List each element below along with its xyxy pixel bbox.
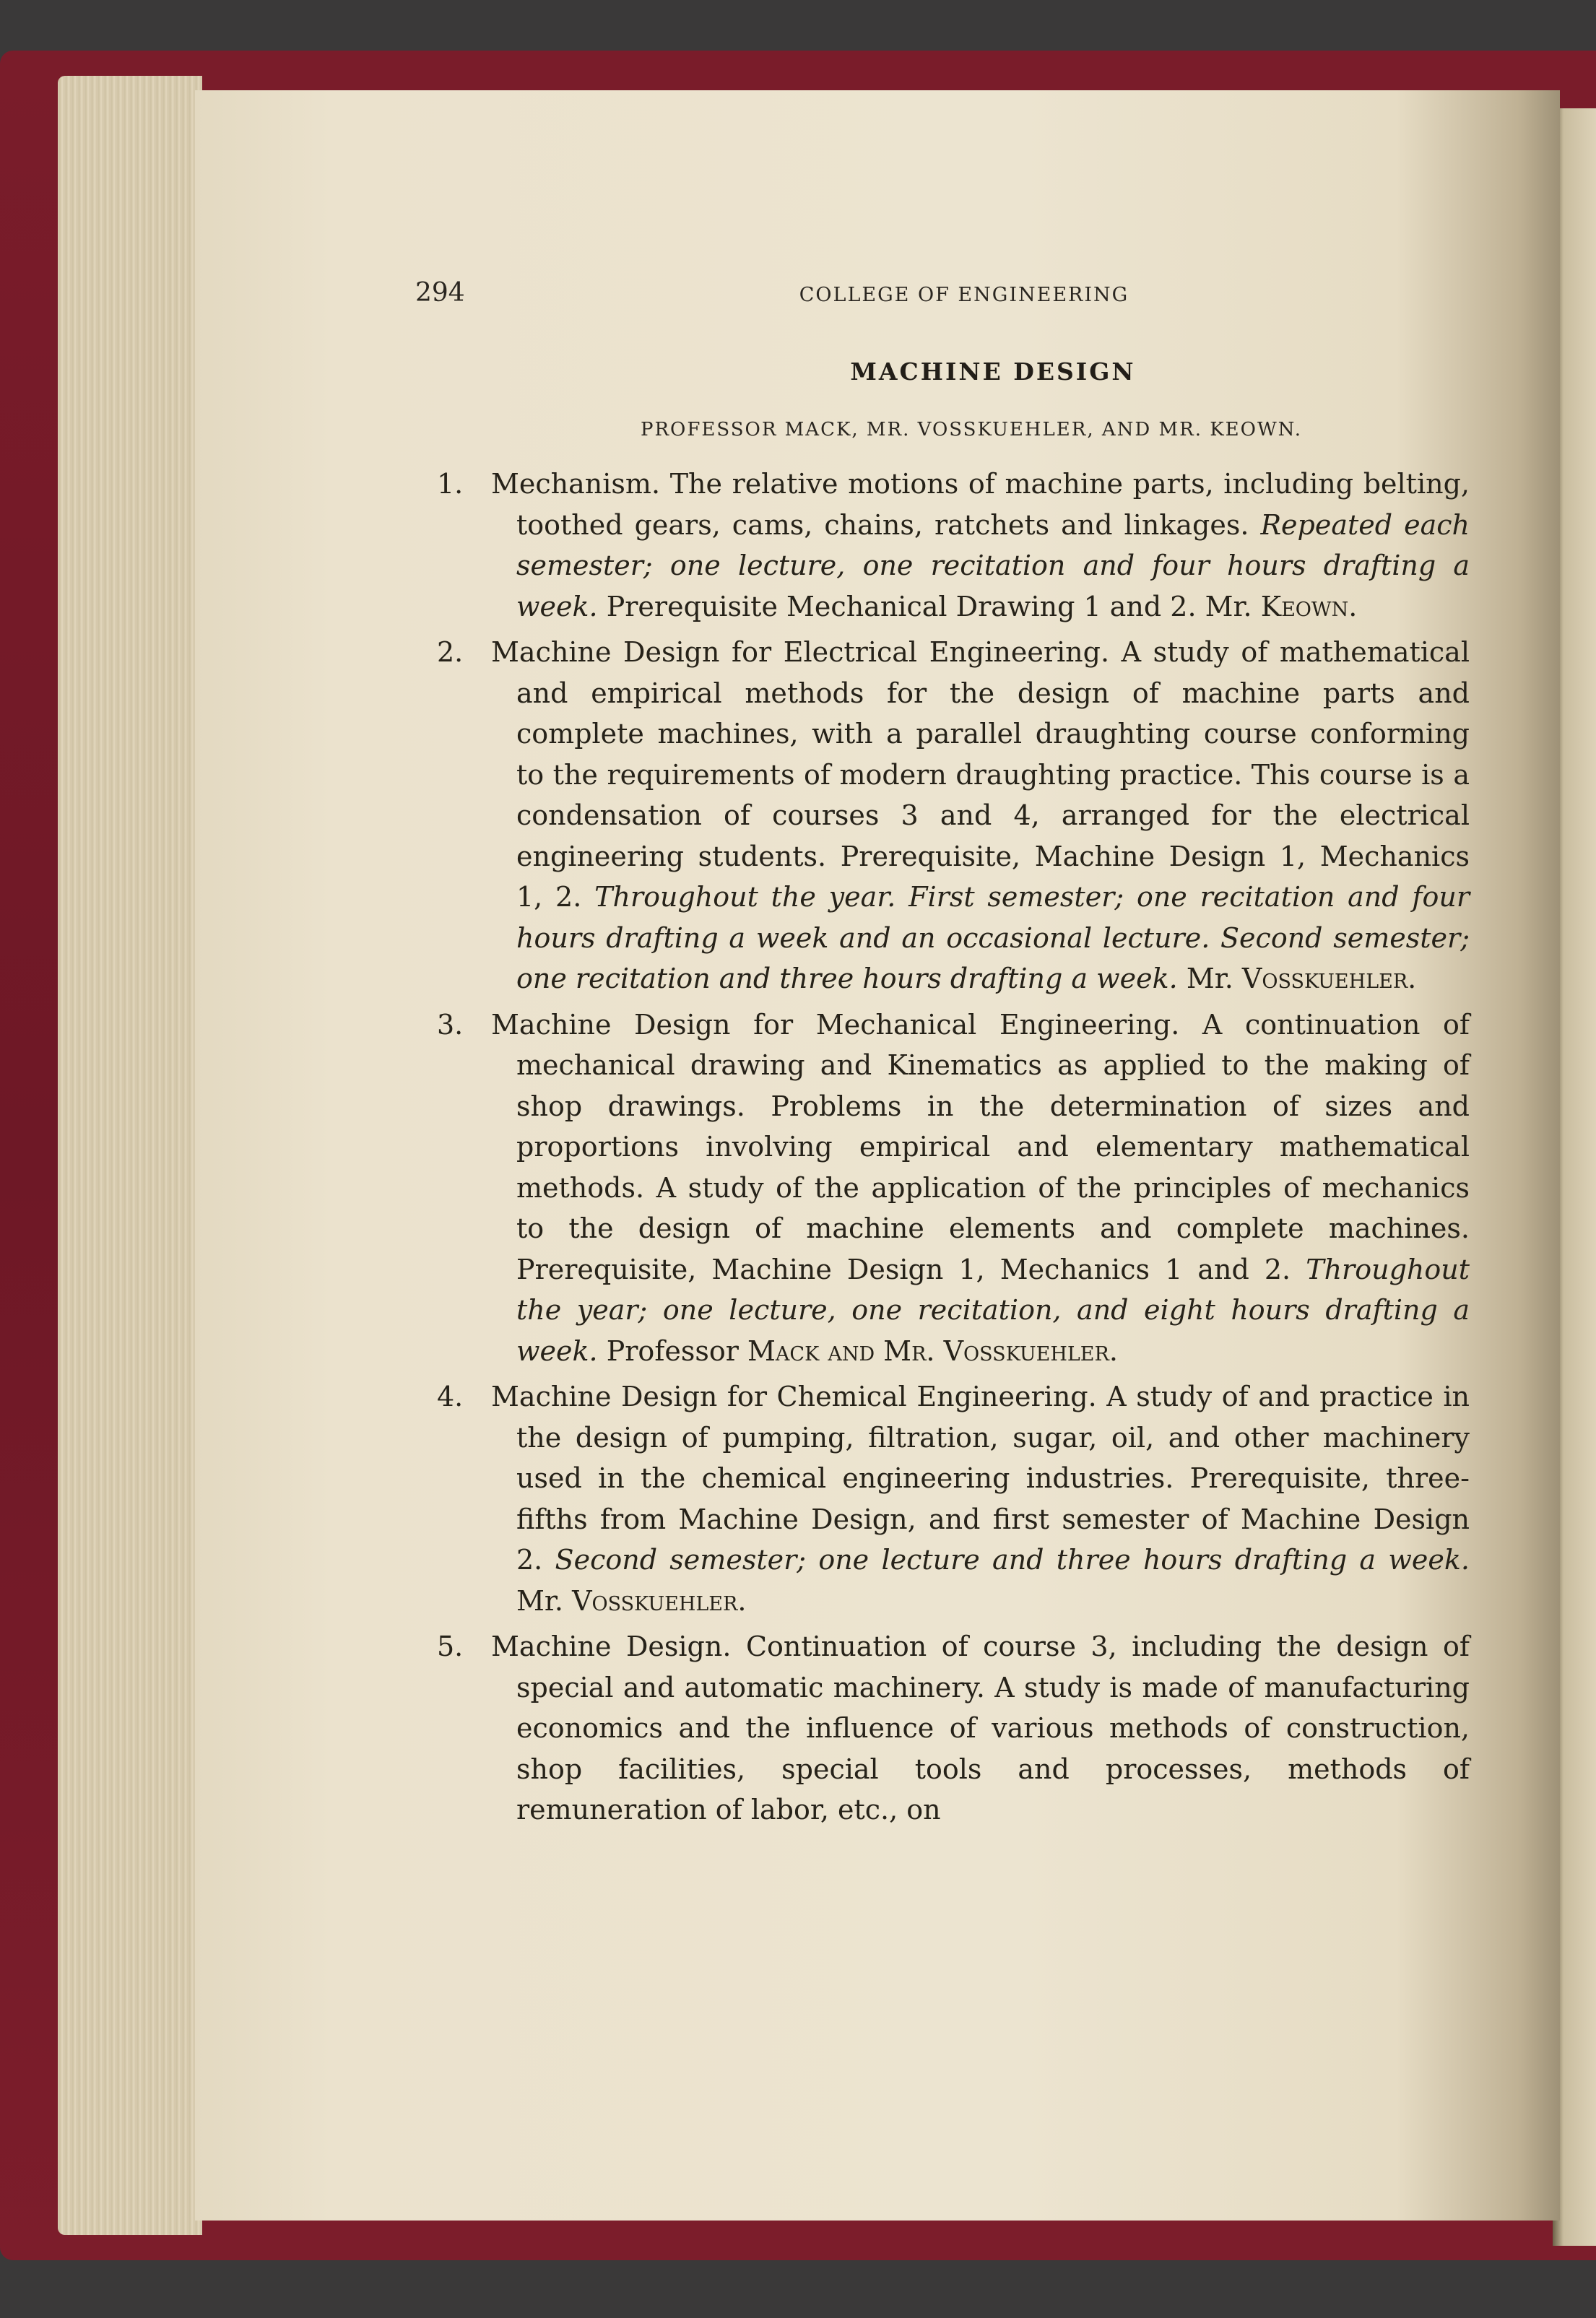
course-instructor-prefix: Mr. <box>1186 963 1242 994</box>
course-item <box>415 1004 1470 1372</box>
course-schedule: Second semester; one lecture and three hours drafting a week. <box>555 1544 1470 1576</box>
course-schedule: Throughout the year; one lecture, one recitation, and eight hours drafting a week. <box>516 1253 1470 1367</box>
course-item <box>415 1376 1470 1621</box>
course-description: Continuation of course 3, including the design of special and automatic machinery. A study is made of manufacturing economics and the influence of various methods of construction, shop facilities, special tools and processes, methods of remuneration of labor, etc., on <box>516 1631 1470 1826</box>
page-header <box>415 278 1470 314</box>
course-item <box>415 464 1470 627</box>
course-schedule: Repeated each semester; one lecture, one recitation and four hours drafting a week. <box>516 508 1470 622</box>
course-title: Machine Design. <box>491 1631 732 1662</box>
staff-list: PROFESSOR MACK, MR. VOSSKUEHLER, AND MR. KEOWN. <box>640 419 1303 440</box>
course-instructor: Vosskuehler. <box>572 1584 747 1617</box>
course-instructor: Vosskuehler. <box>1241 963 1417 994</box>
course-description: A continuation of mechanical drawing and Kinematics as applied to the making of shop drawings. Problems in the determination of sizes and proportions involving empirical and elementary mathematical methods. A study of the application of the principles of mechanics to the design of machine elements and complete machines. Prerequisite, Machine Design 1, Mechanics 1 and 2. <box>516 1008 1470 1285</box>
course-title: Machine Design for Mechanical Engineering. <box>491 1008 1180 1041</box>
course-instructor-prefix: Mr. <box>516 1584 573 1617</box>
course-description: The relative motions of machine parts, including belting, toothed gears, cams, chains, ratchets and linkages. <box>516 468 1470 541</box>
course-instructor-prefix: Mr. <box>1205 590 1261 622</box>
course-title: Machine Design for Chemical Engineering. <box>491 1381 1097 1412</box>
course-prerequisite: Prerequisite Mechanical Drawing 1 and 2. <box>606 590 1197 622</box>
course-instructor: Mack and Mr. Vosskuehler. <box>747 1334 1118 1367</box>
course-item <box>415 1626 1470 1831</box>
page-block-edge <box>58 76 202 2235</box>
course-list <box>415 464 1470 1836</box>
course-schedule: Throughout the year. First semester; one recitation and four hours drafting a week and an occasional lecture. Second semester; one recitation and three hours drafting a week. <box>516 881 1470 994</box>
course-instructor: Keown. <box>1260 590 1358 622</box>
course-item <box>415 632 1470 999</box>
course-number: 3. <box>437 1008 464 1041</box>
course-title: Mechanism. <box>491 468 661 500</box>
course-number: 2. <box>437 636 464 668</box>
course-description: A study of and practice in the design of pumping, filtration, sugar, oil, and other machinery used in the chemical engineering industries. Prerequisite, three-fifths from Machine Design, and first semester of Machine Design 2. <box>516 1381 1470 1576</box>
page-number: 294 <box>415 278 465 308</box>
course-description: A study of mathematical and empirical methods for the design of machine parts and complete machines, with a parallel draughting course conforming to the requirements of modern draughting practice. This course is a condensation of courses 3 and 4, arranged for the electrical engineering students. Prerequisite, Machine Design 1, Mechanics 1, 2. <box>516 636 1470 913</box>
course-title: Machine Design for Electrical Engineering. <box>491 636 1110 668</box>
section-title: MACHINE DESIGN <box>850 357 1136 386</box>
course-instructor-prefix: Professor <box>606 1334 747 1367</box>
course-number: 1. <box>437 468 464 500</box>
course-number: 4. <box>437 1381 464 1412</box>
running-head: COLLEGE OF ENGINEERING <box>799 284 1129 306</box>
course-number: 5. <box>437 1631 464 1662</box>
